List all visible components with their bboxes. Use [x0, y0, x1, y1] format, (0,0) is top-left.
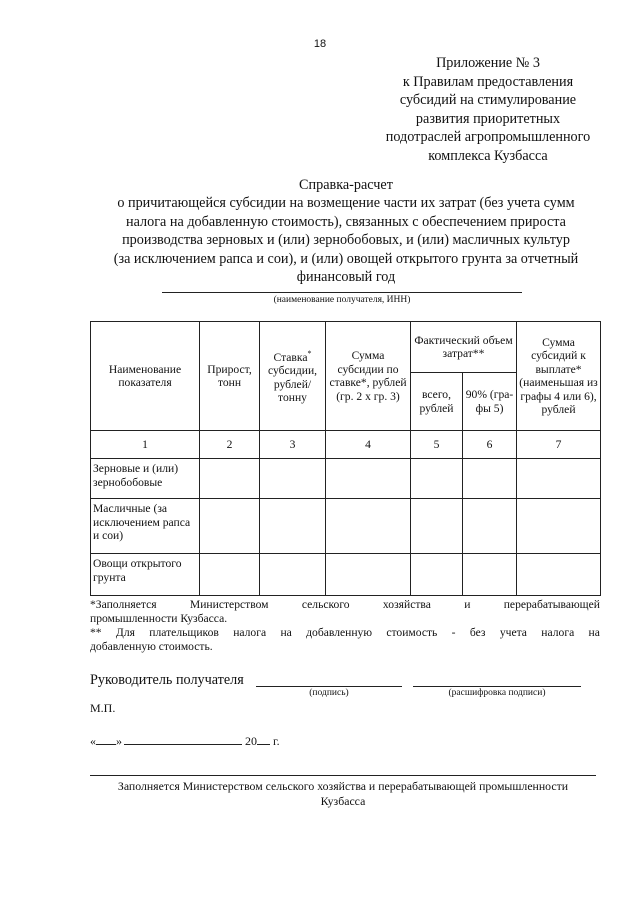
table-cell[interactable] — [517, 554, 601, 596]
appendix-line: Приложение № 3 — [436, 55, 540, 71]
header-payout: Сумма субсидий к выплате* (наименьшая из графы 4 или 6), рублей — [517, 322, 601, 431]
footnote-2-line — [90, 626, 600, 640]
appendix-header — [368, 54, 608, 166]
footnote-word: перерабатывающей — [503, 598, 600, 611]
header-subsidy-by-rate: Сумма субсидии по ставке*, рублей (гр. 2 х гр. 3) — [326, 322, 411, 431]
row-label: Зерновые и (или) зернобобовые — [91, 459, 200, 499]
date-day-field[interactable] — [96, 733, 116, 745]
footnote-word: налога — [541, 626, 575, 639]
column-number: 6 — [463, 431, 517, 459]
column-number: 7 — [517, 431, 601, 459]
signer-label: Руководитель получателя — [90, 672, 244, 688]
title-line: производства зерновых и (или) зернобобовых, и (или) масличных культур — [122, 232, 570, 249]
table-cell[interactable] — [463, 554, 517, 596]
footnote-word: хозяйства — [382, 598, 431, 611]
calculation-table — [90, 321, 601, 596]
table-row — [91, 499, 601, 554]
table-cell[interactable] — [260, 499, 326, 554]
footnote-word: сельского — [301, 598, 350, 611]
date-year-prefix: 20 — [245, 734, 257, 748]
footnote-word: учета — [499, 626, 527, 639]
bottom-separator — [90, 775, 596, 776]
header-growth: Прирост, тонн — [200, 322, 260, 431]
signature-decode-line[interactable] — [413, 686, 581, 687]
header-rate-unit: субсидии, рублей/ тонну — [267, 364, 318, 405]
table-cell[interactable] — [200, 499, 260, 554]
signature-caption: (подпись) — [309, 688, 349, 698]
column-number: 2 — [200, 431, 260, 459]
table-cell[interactable] — [463, 499, 517, 554]
column-number: 4 — [326, 431, 411, 459]
table-cell[interactable] — [260, 554, 326, 596]
table-cell[interactable] — [411, 499, 463, 554]
date-year-suffix: г. — [273, 734, 280, 748]
header-rate-mark: * — [307, 349, 312, 359]
footnote-word: без — [469, 626, 486, 639]
date-quote-open: « — [90, 734, 96, 748]
footnote-word: и — [464, 598, 471, 611]
recipient-line[interactable] — [162, 292, 522, 293]
table-cell[interactable] — [517, 459, 601, 499]
ministry-note — [90, 779, 596, 809]
table-row — [91, 554, 601, 596]
ministry-note-line: Кузбасса — [320, 794, 366, 808]
ministry-note-line: Заполняется Министерством сельского хозяйства и перерабатывающей промышленности — [117, 779, 569, 793]
table-cell[interactable] — [411, 554, 463, 596]
column-number-row — [91, 431, 601, 459]
header-rate — [260, 322, 326, 431]
title-line: (за исключением рапса и сои), и (или) овощей открытого грунта за отчетный — [113, 250, 579, 267]
title-line: налога на добавленную стоимость), связанных с обеспечением прироста — [126, 213, 566, 230]
header-actual-costs: Фактический объем затрат** — [411, 322, 517, 373]
date-year-field[interactable] — [257, 733, 270, 745]
footnote-word: Министерством — [189, 598, 269, 611]
footnote-1-line — [90, 598, 600, 612]
title-heading: Справка-расчет — [299, 177, 393, 193]
table-cell[interactable] — [517, 499, 601, 554]
footnote-word: на — [588, 626, 600, 639]
table-row — [91, 459, 601, 499]
date-month-field[interactable] — [124, 733, 242, 745]
appendix-line: к Правилам предоставления — [402, 73, 574, 90]
page-number: 18 — [313, 38, 327, 50]
appendix-line: комплекса Кузбасса — [428, 147, 548, 164]
table-cell[interactable] — [326, 554, 411, 596]
appendix-line: развития приоритетных — [415, 110, 561, 127]
row-label: Овощи открытого грунта — [91, 554, 200, 596]
footnote-word: добавленную — [306, 626, 373, 639]
footnote-word: ** — [90, 626, 102, 639]
footnotes — [90, 598, 600, 654]
table-cell[interactable] — [411, 459, 463, 499]
header-costs-total: всего, рублей — [411, 373, 463, 431]
footnote-word: налога — [233, 626, 267, 639]
column-number: 1 — [91, 431, 200, 459]
recipient-caption: (наименование получателя, ИНН) — [273, 295, 411, 305]
table-cell[interactable] — [326, 459, 411, 499]
table-cell[interactable] — [200, 459, 260, 499]
date-quote-close: » — [116, 734, 122, 748]
table-cell[interactable] — [463, 459, 517, 499]
table-cell[interactable] — [326, 499, 411, 554]
signature-line[interactable] — [256, 686, 402, 687]
footnote-1-end: промышленности Кузбасса. — [90, 612, 228, 625]
signature-decode-caption: (расшифровка подписи) — [448, 688, 546, 698]
header-costs-90: 90% (гра-фы 5) — [463, 373, 517, 431]
stamp-place: М.П. — [90, 701, 116, 715]
row-label: Масличные (за исключением рапса и сои) — [91, 499, 200, 554]
column-number: 3 — [260, 431, 326, 459]
appendix-line: субсидий на стимулирование — [399, 92, 577, 109]
date-line — [90, 733, 280, 749]
footnote-word: Для — [115, 626, 135, 639]
title-line: финансовый год — [296, 269, 396, 286]
title-line: о причитающейся субсидии на возмещение части их затрат (без учета сумм — [117, 195, 575, 212]
table-cell[interactable] — [200, 554, 260, 596]
header-rate-label: Ставка — [273, 350, 308, 364]
document-title — [86, 176, 606, 286]
header-indicator: Наименование показателя — [91, 322, 200, 431]
table-cell[interactable] — [260, 459, 326, 499]
appendix-line: подотраслей агропромышленного — [385, 129, 591, 146]
footnote-word: на — [280, 626, 292, 639]
footnote-word: *Заполняется — [90, 598, 157, 611]
footnote-word: стоимость — [386, 626, 438, 639]
column-number: 5 — [411, 431, 463, 459]
footnote-2-end: добавленную стоимость. — [90, 640, 213, 653]
footnote-word: плательщиков — [149, 626, 219, 639]
footnote-word: - — [451, 626, 456, 639]
